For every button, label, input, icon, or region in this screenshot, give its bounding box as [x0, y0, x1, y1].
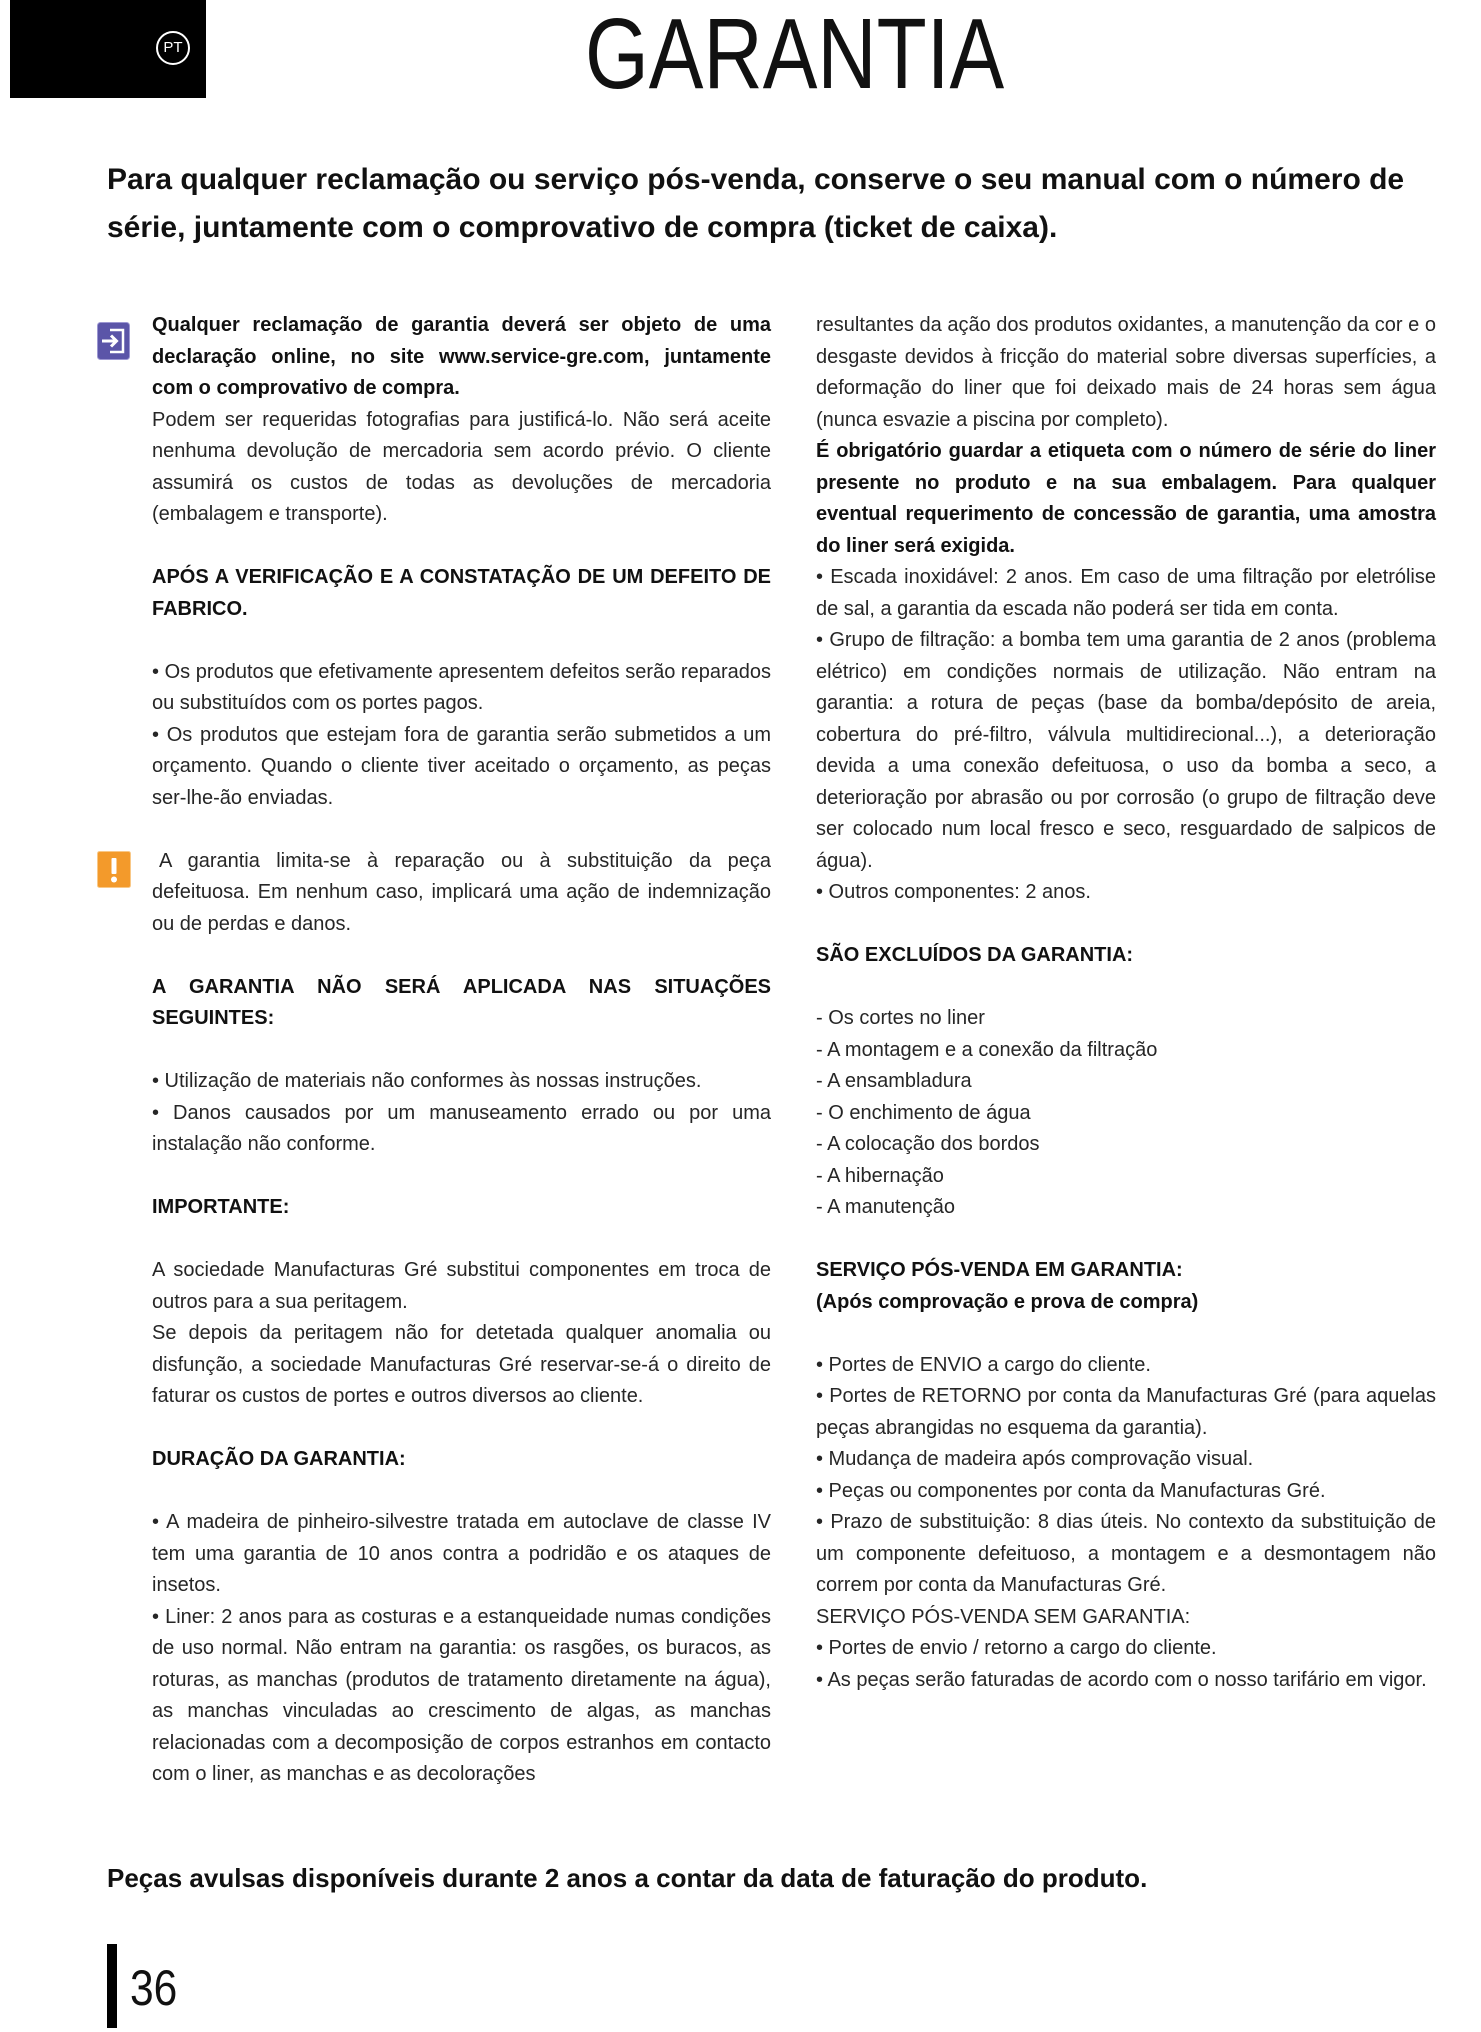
defect-bullets [152, 657, 771, 815]
important-heading: IMPORTANTE: [152, 1196, 290, 1218]
excluded-item: - A colocação dos bordos [816, 1133, 1040, 1155]
duration-bullet: • Liner: 2 anos para as costuras e a estanqueidade numas condições de uso normal. Não entram na garantia: os rasgões, os buracos, as roturas, as manchas (produtos de tratamento diretamente na água), as manchas vinculadas ao crescimento de algas, as manchas relacionadas com a decomposição de corpos estranhos em contacto com o liner, as manchas e as decolorações [152, 1605, 771, 1785]
intro-notice: Para qualquer reclamação ou serviço pós-venda, conserve o seu manual com o número de série, juntamente com o comprovativo de compra (ticket de caixa). [107, 163, 1405, 244]
important-paragraph: A sociedade Manufacturas Gré substitui componentes em troca de outros para a sua peritagem. [152, 1259, 771, 1313]
service-bullet: • Peças ou componentes por conta da Manufacturas Gré. [816, 1479, 1326, 1502]
service-bullet: • Prazo de substituição: 8 dias úteis. No contexto da substituição de um componente defeituoso, a montagem e a desmontagem não correm por conta da Manufacturas Gré. [816, 1511, 1436, 1596]
online-declaration-icon [97, 322, 130, 360]
warning-text: A garantia limita-se à reparação ou à substituição da peça defeituosa. Em nenhum caso, implicará uma ação de indemnização ou de perdas e danos. [152, 849, 771, 935]
warning-icon-graphic [97, 851, 131, 888]
excluded-heading: SÃO EXCLUÍDOS DA GARANTIA: [816, 944, 1134, 966]
service-bullet: • Portes de ENVIO a cargo do cliente. [816, 1353, 1151, 1376]
excluded-item: - A ensambladura [816, 1070, 972, 1092]
claim-instructions: Qualquer reclamação de garantia deverá ser objeto de uma declaração online, no site www.service-gre.com, juntamente com o comprovativo de compra. [152, 314, 771, 399]
defect-heading: APÓS A VERIFICAÇÃO E A CONSTATAÇÃO DE UM DEFEITO DE FABRICO. [152, 566, 771, 620]
excluded-list [816, 1003, 1436, 1224]
not-applied-bullet: • Utilização de materiais não conformes às nossas instruções. [152, 1070, 702, 1092]
excluded-item: - Os cortes no liner [816, 1007, 985, 1029]
left-column [152, 310, 771, 1791]
no-warranty-heading: SERVIÇO PÓS-VENDA SEM GARANTIA: [816, 1605, 1191, 1628]
not-applied-heading: A GARANTIA NÃO SERÁ APLICADA NAS SITUAÇÕES SEGUINTES: [152, 975, 771, 1029]
spare-parts-note: Peças avulsas disponíveis durante 2 anos a contar da data de faturação do produto. [107, 1863, 1148, 1893]
excluded-item: - A hibernação [816, 1164, 944, 1187]
service-bullets [816, 1350, 1436, 1697]
service-heading: SERVIÇO PÓS-VENDA EM GARANTIA: [816, 1259, 1183, 1281]
right-column [816, 310, 1436, 1696]
important-paragraphs [152, 1255, 771, 1413]
duration-bullets [152, 1507, 771, 1791]
warning-block [152, 846, 771, 941]
not-applied-bullet: • Danos causados por um manuseamento errado ou por uma instalação não conforme. [152, 1101, 771, 1155]
service-bullet: • Portes de RETORNO por conta da Manufacturas Gré (para aquelas peças abrangidas no esquema da garantia). [816, 1385, 1436, 1439]
no-warranty-bullet: • As peças serão faturadas de acordo com o nosso tarifário em vigor. [816, 1668, 1427, 1691]
page-number-bar [107, 1944, 117, 2028]
excluded-item: - A montagem e a conexão da filtração [816, 1038, 1158, 1061]
language-badge: PT [156, 31, 190, 65]
service-subheading: (Após comprovação e prova de compra) [816, 1290, 1199, 1313]
online-declaration-icon-graphic [97, 322, 130, 360]
claim-details: Podem ser requeridas fotografias para justificá-lo. Não será aceite nenhuma devolução de mercadoria sem acordo prévio. O cliente assumirá os custos de todas as devoluções de mercadoria (embalagem e transporte). [152, 408, 771, 525]
excluded-item: - O enchimento de água [816, 1101, 1031, 1124]
duration-continuation [816, 310, 1436, 909]
liner-continuation: resultantes da ação dos produtos oxidantes, a manutenção da cor e o desgaste devidos à fricção do material sobre diversas superfícies, a deformação do liner que foi deixado mais de 24 horas sem água (nunca esvazie a piscina por completo). [816, 314, 1436, 431]
page-number: 36 [130, 1960, 178, 2016]
important-paragraph: Se depois da peritagem não for detetada qualquer anomalia ou disfunção, a sociedade Manufacturas Gré reservar-se-á o direito de faturar os custos de portes e outros diversos ao cliente. [152, 1322, 771, 1407]
defect-bullet: • Os produtos que estejam fora de garantia serão submetidos a um orçamento. Quando o cliente tiver aceitado o orçamento, as peças ser-lhe-ão enviadas. [152, 723, 771, 809]
online-claim-block [152, 310, 771, 531]
service-heading-block [816, 1255, 1436, 1318]
duration-bullet: • Grupo de filtração: a bomba tem uma garantia de 2 anos (problema elétrico) em condições normais de utilização. Não entram na garantia: a rotura de peças (base da bomba/depósito de areia, cobertura do pré-filtro, válvula multidirecional...), a deterioração devida a uma conexão defeituosa, o uso da bomba a seco, a deterioração por abrasão ou por corrosão (o grupo de filtração deve ser colocado num local fresco e seco, resguardado de salpicos de água). [816, 629, 1436, 872]
duration-bullet: • Escada inoxidável: 2 anos. Em caso de uma filtração por eletrólise de sal, a garantia da escada não poderá ser tida em conta. [816, 566, 1436, 620]
duration-heading: DURAÇÃO DA GARANTIA: [152, 1448, 406, 1470]
duration-bullet: • A madeira de pinheiro-silvestre tratada em autoclave de classe IV tem uma garantia de 10 anos contra a podridão e os ataques de insetos. [152, 1511, 771, 1596]
duration-bullet: • Outros componentes: 2 anos. [816, 881, 1091, 903]
excluded-item: - A manutenção [816, 1196, 955, 1218]
service-bullet: • Mudança de madeira após comprovação visual. [816, 1448, 1254, 1470]
language-block [10, 0, 206, 98]
page-title: GARANTIA [585, 0, 1005, 110]
warning-icon [97, 851, 131, 888]
liner-label-notice: É obrigatório guardar a etiqueta com o número de série do liner presente no produto e na sua embalagem. Para qualquer eventual requerimento de concessão de garantia, uma amostra do liner será exigida. [816, 440, 1436, 557]
no-warranty-bullet: • Portes de envio / retorno a cargo do cliente. [816, 1637, 1217, 1659]
defect-bullet: • Os produtos que efetivamente apresentem defeitos serão reparados ou substituídos com os portes pagos. [152, 660, 771, 714]
not-applied-bullets [152, 1066, 771, 1161]
